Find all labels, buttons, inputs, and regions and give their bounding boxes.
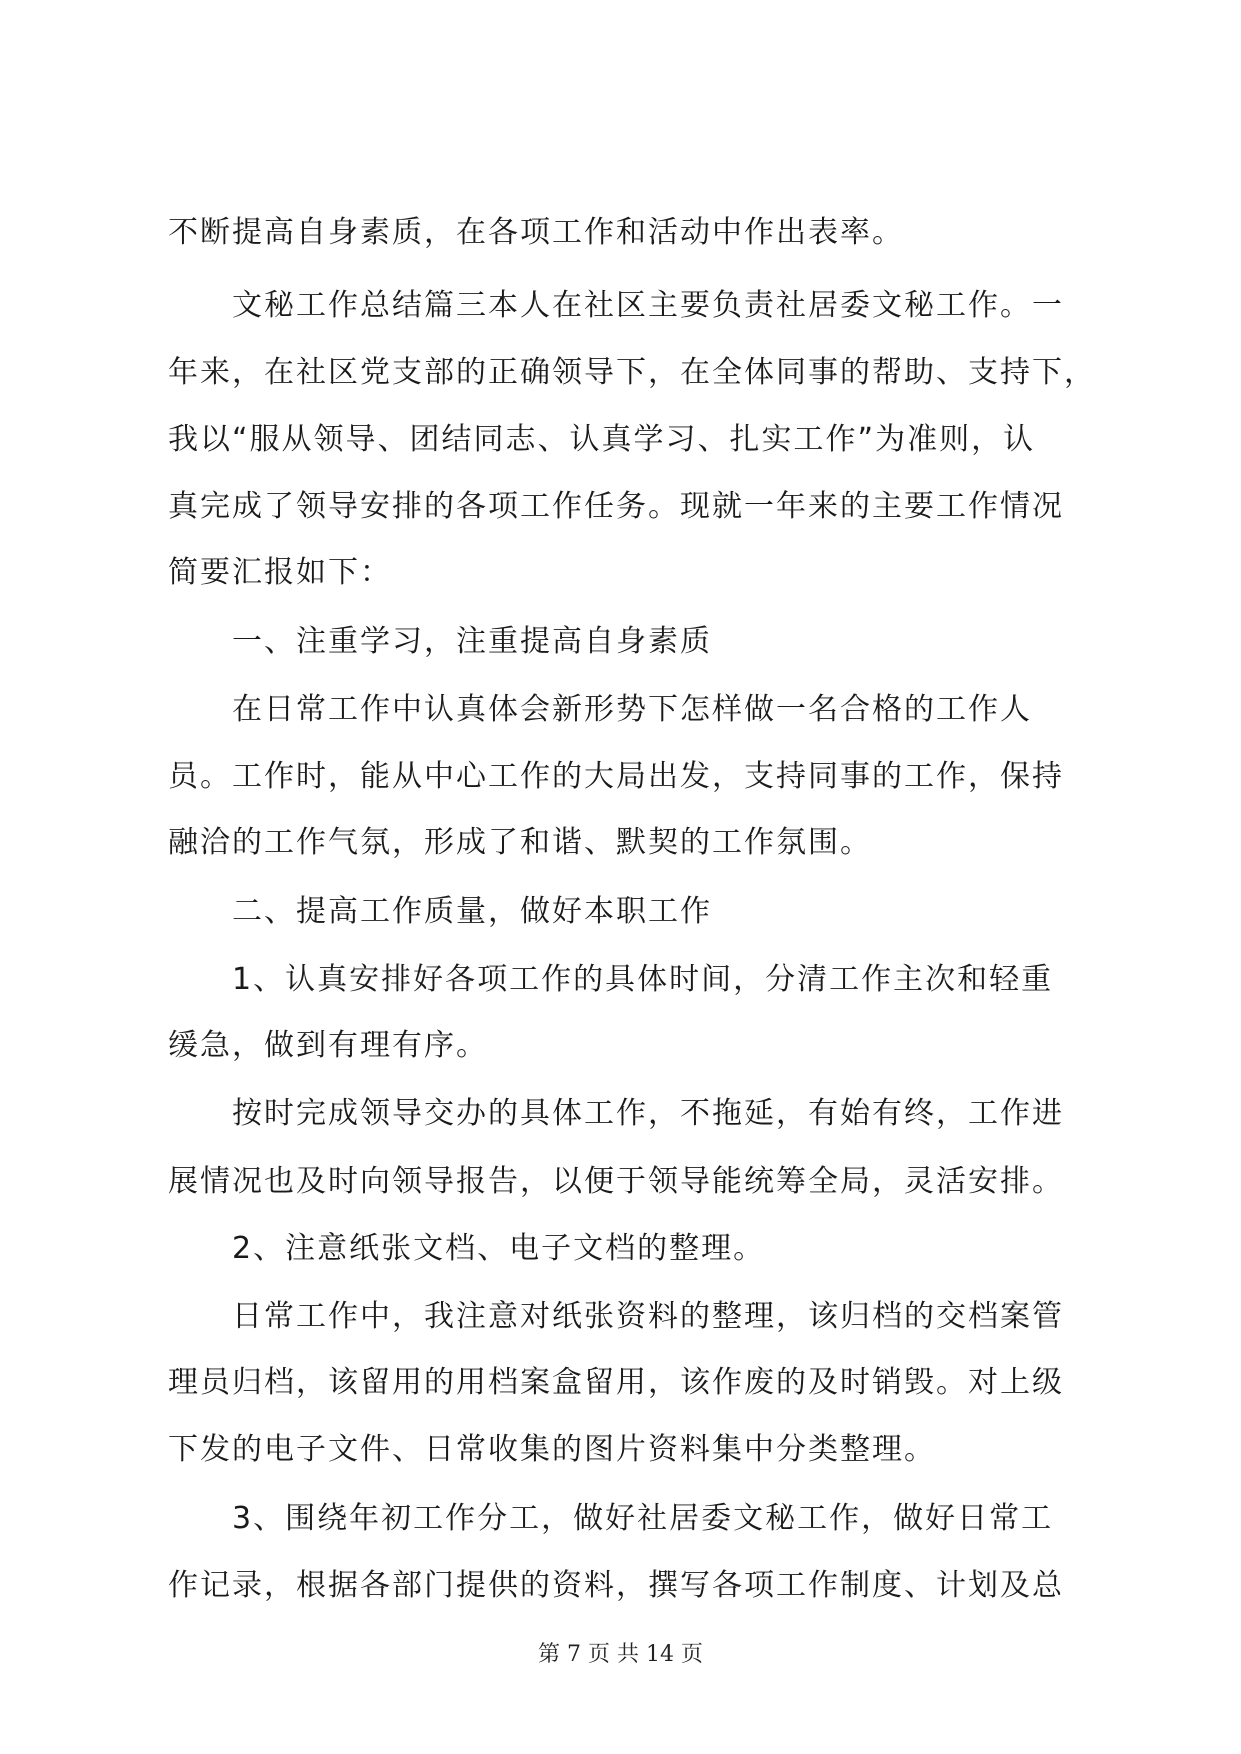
- text-line: 我以“服从领导、团结同志、认真学习、扎实工作”为准则，认: [168, 422, 1036, 457]
- text-line: 文秘工作总结篇三本人在社区主要负责社居委文秘工作。一: [232, 288, 1064, 323]
- text-line: 下发的电子文件、日常收集的图片资料集中分类整理。: [168, 1432, 936, 1467]
- text-line: 作记录，根据各部门提供的资料，撰写各项工作制度、计划及总: [168, 1568, 1064, 1603]
- text-line: 3、围绕年初工作分工，做好社居委文秘工作，做好日常工: [232, 1501, 1054, 1536]
- text-line: 简要汇报如下：: [168, 555, 392, 590]
- text-line: 2、注意纸张文档、电子文档的整理。: [232, 1231, 766, 1266]
- text-line: 员。工作时，能从中心工作的大局出发，支持同事的工作，保持: [168, 759, 1064, 794]
- text-line: 按时完成领导交办的具体工作，不拖延，有始有终，工作进: [232, 1096, 1064, 1131]
- text-line: 真完成了领导安排的各项工作任务。现就一年来的主要工作情况: [168, 489, 1064, 524]
- text-line: 理员归档，该留用的用档案盒留用，该作废的及时销毁。对上级: [168, 1365, 1064, 1400]
- text-line: 在日常工作中认真体会新形势下怎样做一名合格的工作人: [232, 692, 1032, 727]
- text-line: 展情况也及时向领导报告，以便于领导能统筹全局，灵活安排。: [168, 1164, 1064, 1199]
- page-footer: 第 7 页 共 14 页: [538, 1642, 703, 1667]
- section-heading: 一、注重学习，注重提高自身素质: [232, 624, 712, 659]
- section-heading: 二、提高工作质量，做好本职工作: [232, 894, 712, 929]
- text-line: 1、认真安排好各项工作的具体时间，分清工作主次和轻重: [232, 962, 1054, 997]
- text-line: 年来，在社区党支部的正确领导下，在全体同事的帮助、支持下，: [168, 355, 1096, 390]
- text-line: 不断提高自身素质，在各项工作和活动中作出表率。: [168, 215, 904, 250]
- text-line: 日常工作中，我注意对纸张资料的整理，该归档的交档案管: [232, 1299, 1064, 1334]
- text-line: 缓急，做到有理有序。: [168, 1028, 488, 1063]
- text-line: 融洽的工作气氛，形成了和谐、默契的工作氛围。: [168, 825, 872, 860]
